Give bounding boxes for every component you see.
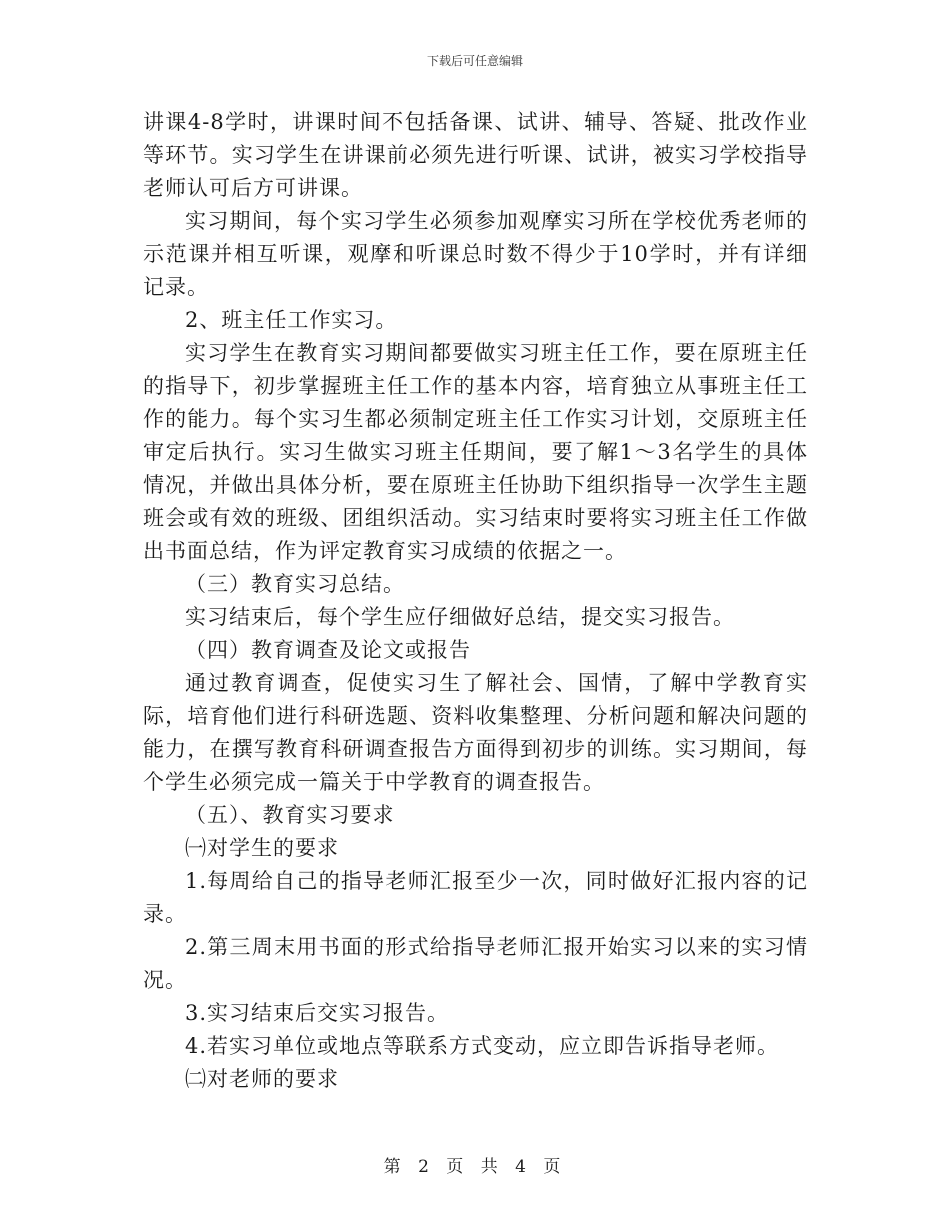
sub-heading-teachers: ㈡对老师的要求 (185, 1067, 339, 1091)
paragraph-5: 通过教育调查，促使实习生了解社会、国情，了解中学教育实际，培育他们进行科研选题、资料收集整理、分析问题和解决问题的能力，在撰写教育科研调查报告方面得到初步的训练。实习期间，每个学生必须完成一篇关于中学教育的调查报告。 (143, 671, 808, 794)
paragraph-2: 实习期间，每个实习学生必须参加观摩实习所在学校优秀老师的示范课并相互听课，观摩和听课总时数不得少于10学时，并有详细记录。 (143, 209, 808, 299)
section-heading-2: 2、班主任工作实习。 (185, 308, 398, 332)
list-item-2: 2.第三周末用书面的形式给指导老师汇报开始实习以来的实习情况。 (143, 935, 808, 992)
paragraph-4: 实习结束后，每个学生应仔细做好总结，提交实习报告。 (185, 605, 735, 629)
page-header: 下载后可任意编辑 (426, 54, 523, 68)
page-footer: 第 2 页 共 4 页 (383, 1157, 567, 1177)
list-item-1: 1.每周给自己的指导老师汇报至少一次，同时做好汇报内容的记录。 (143, 869, 808, 926)
paragraph-3: 实习学生在教育实习期间都要做实习班主任工作，要在原班主任的指导下，初步掌握班主任工作的基本内容，培育独立从事班主任工作的能力。每个实习生都必须制定班主任工作实习计划，交原班主任审定后执行。实习生做实习班主任期间，要了解1～3名学生的具体情况，并做出具体分析，要在原班主任协助下组织指导一次学生主题班会或有效的班级、团组织活动。实习结束时要将实习班主任工作做出书面总结，作为评定教育实习成绩的依据之一。 (143, 341, 808, 563)
document-body (143, 106, 808, 1096)
section-heading-4: （四）教育调查及论文或报告 (185, 638, 471, 662)
list-item-3: 3.实习结束后交实习报告。 (185, 1001, 450, 1025)
list-item-4: 4.若实习单位或地点等联系方式变动，应立即告诉指导老师。 (185, 1034, 780, 1058)
sub-heading-students: ㈠对学生的要求 (185, 836, 339, 860)
paragraph-1: 讲课4-8学时，讲课时间不包括备课、试讲、辅导、答疑、批改作业等环节。实习学生在讲课前必须先进行听课、试讲，被实习学校指导老师认可后方可讲课。 (143, 110, 808, 200)
section-heading-3: （三）教育实习总结。 (185, 572, 405, 596)
section-heading-5: （五）、教育实习要求 (185, 803, 395, 827)
